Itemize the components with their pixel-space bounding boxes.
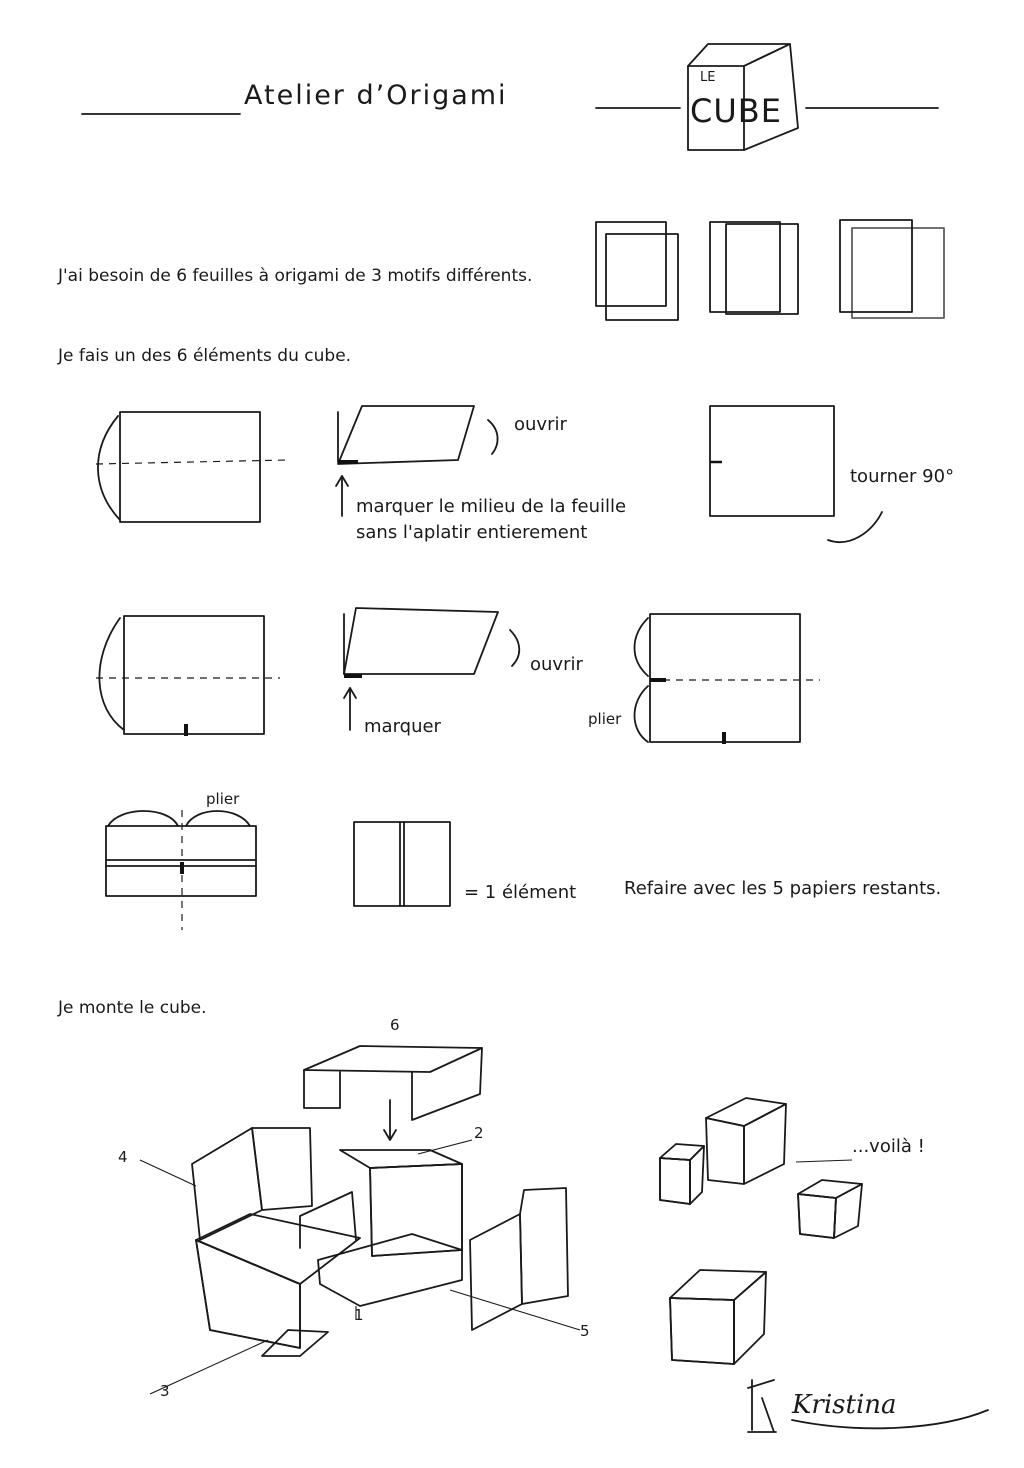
fold-step-6 (635, 614, 821, 744)
label-ouvrir-2: ouvrir (530, 654, 583, 675)
fold-section-heading: Je fais un des 6 éléments du cube. (58, 346, 352, 366)
label-repeat: Refaire avec les 5 papiers restants. (624, 878, 942, 899)
page-title: Atelier d’Origami (244, 80, 508, 111)
fold-step-1 (96, 412, 288, 522)
paper-samples (596, 220, 944, 320)
label-piece-2: 2 (474, 1124, 484, 1142)
label-sans-aplatir: sans l'aplatir entierement (356, 522, 588, 543)
finished-cubes (660, 1098, 862, 1364)
label-marquer-milieu: marquer le milieu de la feuille (356, 496, 627, 517)
label-piece-3: 3 (160, 1382, 170, 1400)
label-piece-4: 4 (118, 1148, 128, 1166)
assembly-sketch (140, 1046, 580, 1394)
label-one-element: = 1 élément (464, 882, 577, 903)
header-rule (82, 108, 938, 114)
label-piece-5: 5 (580, 1322, 590, 1340)
label-tourner: tourner 90° (850, 466, 955, 487)
label-piece-1: 1 (354, 1306, 364, 1324)
fold-step-5 (344, 608, 519, 730)
label-ouvrir-1: ouvrir (514, 414, 567, 435)
logo-text-le: LE (700, 70, 716, 85)
label-marquer: marquer (364, 716, 441, 737)
materials-text: J'ai besoin de 6 feuilles à origami de 3 motifs différents. (58, 266, 533, 286)
label-piece-6: 6 (390, 1016, 400, 1034)
label-voila: ...voilà ! (852, 1136, 925, 1157)
signature: Kristina (792, 1390, 897, 1420)
assemble-section-heading: Je monte le cube. (58, 998, 207, 1018)
label-plier-1: plier (588, 710, 622, 728)
fold-step-8 (354, 822, 450, 906)
fold-step-4 (96, 616, 280, 736)
fold-step-7 (106, 810, 256, 930)
logo-text-cube: CUBE (690, 92, 782, 130)
label-plier-2: plier (206, 790, 240, 808)
